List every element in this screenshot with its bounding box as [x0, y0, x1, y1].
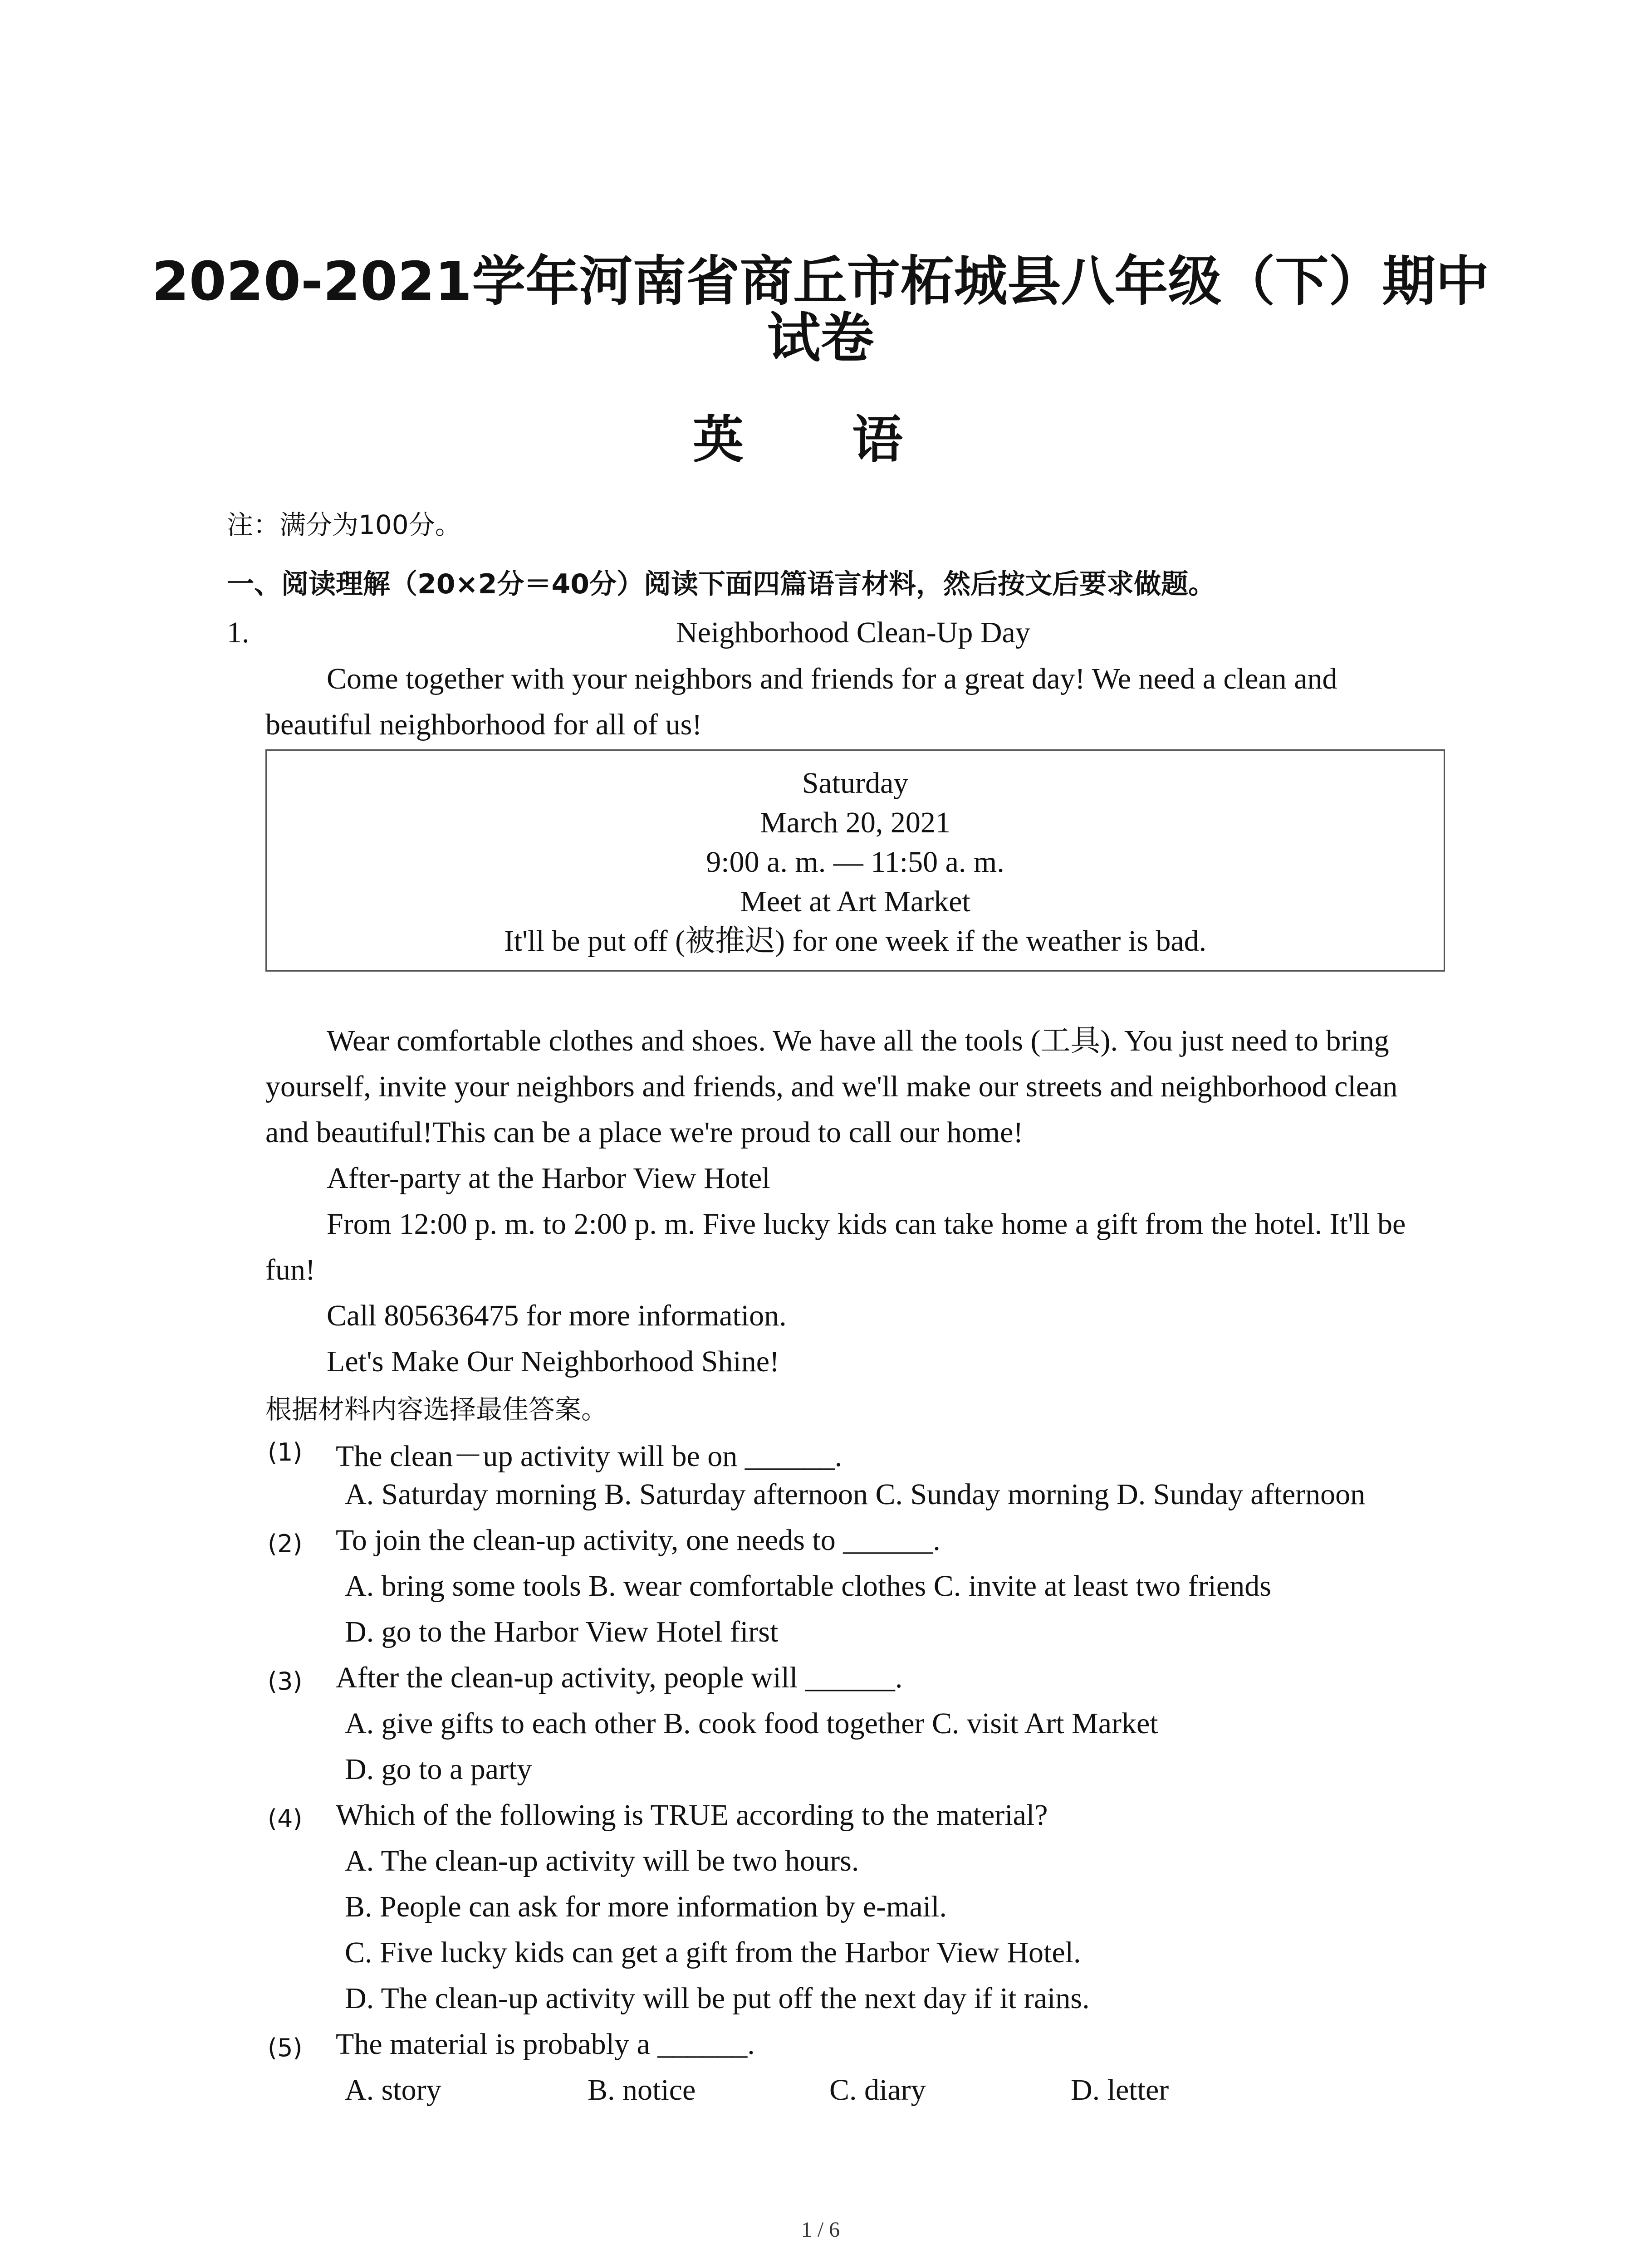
option-a: A. story [345, 2073, 441, 2107]
question-text: To join the clean-up activity, one needs to ______. [336, 1524, 941, 1557]
page-number: 1 / 6 [801, 2218, 840, 2242]
score-note: 注：满分为100分。 [227, 509, 461, 540]
exam-title-line2: 试卷 [767, 307, 874, 369]
event-time: 9:00 a. m. — 11:50 a. m. [706, 846, 1004, 879]
event-day: Saturday [802, 767, 909, 800]
question-text: After the clean-up activity, people will ______. [336, 1661, 903, 1694]
body-p3-line2: fun! [265, 1253, 315, 1286]
exam-title-line1: 2020-2021学年河南省商丘市柘城县八年级（下）期中 [152, 250, 1489, 313]
body-p1-line3: and beautiful!This can be a place we're proud to call our home! [265, 1116, 1024, 1149]
body-p3-line1: From 12:00 p. m. to 2:00 p. m. Five lucky kids can take home a gift from the hotel. It'll be [327, 1207, 1406, 1241]
question-number: (1) [268, 1438, 303, 1466]
body-p1-line1: Wear comfortable clothes and shoes. We have all the tools (工具). You just need to bring [327, 1024, 1389, 1057]
question-group-number: 1. [227, 616, 250, 649]
body-p2: After-party at the Harbor View Hotel [327, 1162, 770, 1195]
section-heading: 一、阅读理解（20×2分＝40分）阅读下面四篇语言材料，然后按文后要求做题。 [227, 568, 1216, 600]
question-options: A. The clean-up activity will be two hours. [345, 1844, 859, 1877]
question-text: The clean－up activity will be on ______. [336, 1440, 843, 1473]
event-weather-note: It'll be put off (被推迟) for one week if the weather is bad. [504, 924, 1207, 958]
question-options: D. go to the Harbor View Hotel first [345, 1615, 779, 1648]
event-place: Meet at Art Market [740, 885, 970, 918]
question-text: The material is probably a ______. [336, 2028, 755, 2061]
subject-title: 英 语 [693, 411, 948, 469]
question-options: A. give gifts to each other B. cook food together C. visit Art Market [345, 1707, 1158, 1740]
question-number: (2) [268, 1530, 303, 1558]
intro-line-2: beautiful neighborhood for all of us! [265, 708, 702, 741]
question-text: Which of the following is TRUE according to the material? [336, 1799, 1048, 1832]
question-options: D. The clean-up activity will be put off the next day if it rains. [345, 1982, 1090, 2015]
question-number: (5) [268, 2033, 303, 2062]
body-p5: Let's Make Our Neighborhood Shine! [327, 1345, 780, 1378]
event-info-box [265, 749, 1445, 972]
event-date: March 20, 2021 [760, 806, 950, 839]
passage-title: Neighborhood Clean-Up Day [676, 616, 1030, 649]
question-options: D. go to a party [345, 1753, 532, 1786]
intro-line-1: Come together with your neighbors and friends for a great day! We need a clean and [327, 662, 1337, 695]
question-options: B. People can ask for more information by e-mail. [345, 1890, 947, 1923]
question-number: (4) [268, 1804, 303, 1833]
option-b: B. notice [588, 2073, 696, 2107]
question-options: C. Five lucky kids can get a gift from the Harbor View Hotel. [345, 1936, 1081, 1969]
body-p4: Call 805636475 for more information. [327, 1299, 787, 1332]
option-c: C. diary [829, 2073, 926, 2107]
question-number: (3) [268, 1667, 303, 1696]
body-p1-line2: yourself, invite your neighbors and friends, and we'll make our streets and neighborhood clean [265, 1070, 1398, 1103]
instruction-text: 根据材料内容选择最佳答案。 [265, 1394, 608, 1425]
question-options: A. Saturday morning B. Saturday afternoon C. Sunday morning D. Sunday afternoon [345, 1478, 1366, 1511]
option-d: D. letter [1071, 2073, 1169, 2107]
question-options: A. bring some tools B. wear comfortable clothes C. invite at least two friends [345, 1569, 1271, 1603]
